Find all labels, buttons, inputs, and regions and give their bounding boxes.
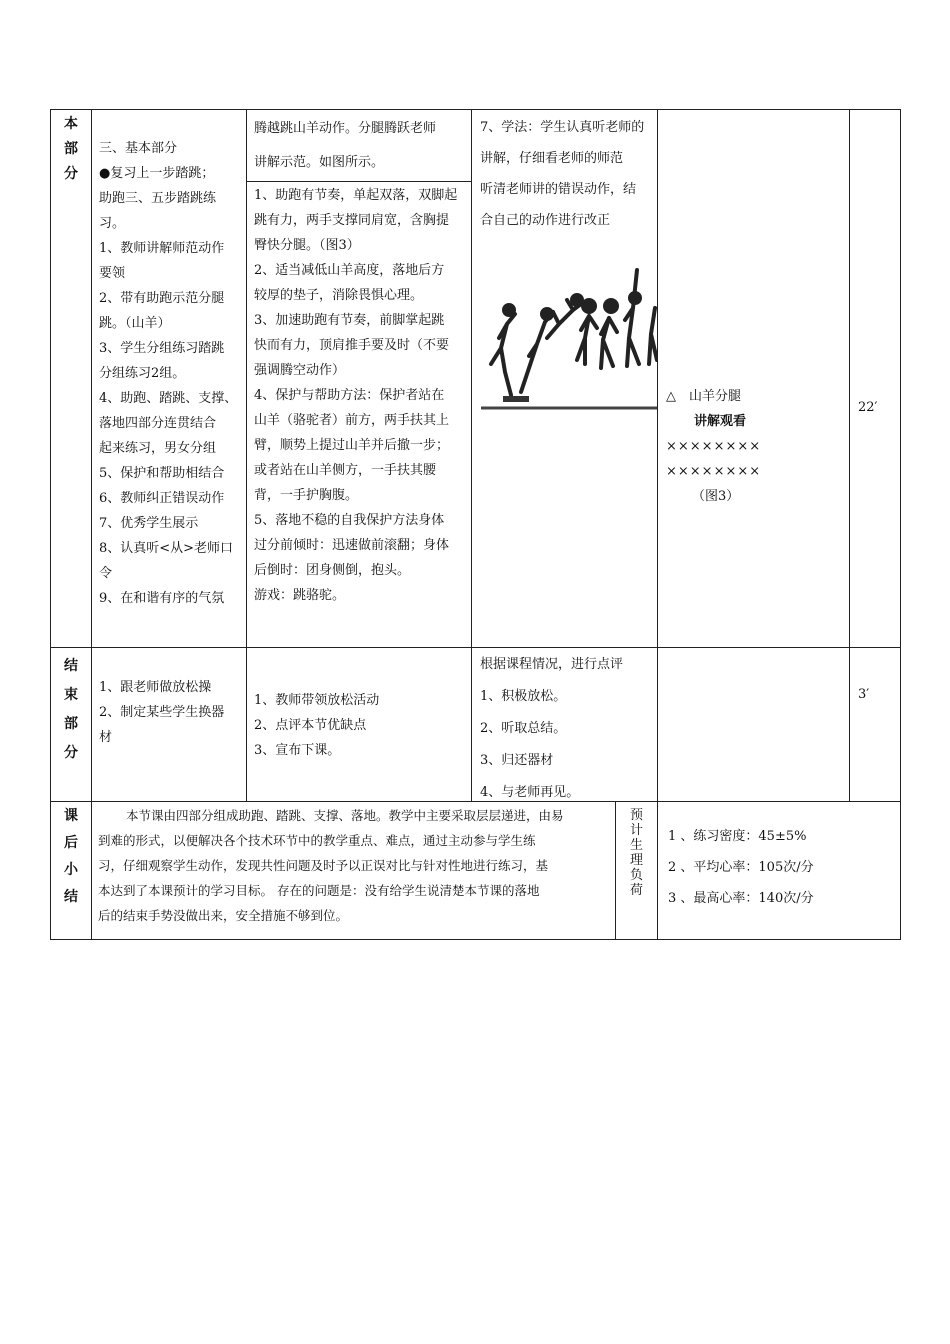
text-line: 本达到了本课预计的学习目标。 存在的问题是：没有给学生说清楚本节课的落地 [98, 883, 540, 898]
end-col2-content [254, 688, 469, 763]
col2-inner-divider [246, 181, 471, 182]
text-line: 强调腾空动作） [254, 363, 346, 378]
text-line: ●复习上一步踏跳； [99, 166, 215, 181]
avg-heart-rate: 2 、平均心率：105次/分 [668, 860, 814, 875]
label-char: 生 [629, 838, 643, 853]
text-line: 习。 [99, 216, 126, 231]
physio-load-values [668, 821, 898, 914]
text-line: 快而有力，顶肩推手要及时（不要 [254, 338, 450, 353]
text-line: 背，一手护胸腹。 [254, 488, 359, 503]
max-heart-rate: 3 、最高心率：140次/分 [668, 891, 814, 906]
label-char: 束 [64, 687, 78, 703]
text-line: 起来练习，男女分组 [99, 441, 217, 456]
text-line: 过分前倾时：迅速做前滚翻；身体 [254, 538, 450, 553]
label-char: 分 [64, 745, 78, 761]
label-char: 结 [64, 658, 78, 674]
text-line: 3、加速助跑有节奏，前脚掌起跳 [254, 313, 445, 328]
col-divider-2 [471, 109, 472, 802]
main-col2-content [254, 183, 469, 608]
text-line: 听清老师讲的错误动作，结 [480, 182, 637, 197]
text-line: 讲解，仔细看老师的师范 [480, 151, 624, 166]
summary-text [98, 803, 614, 928]
text-line: 游戏：跳骆驼。 [254, 588, 346, 603]
text-line: 3、学生分组练习踏跳 [99, 341, 225, 356]
main-time: 22′ [858, 400, 878, 415]
label-char: 荷 [629, 883, 643, 898]
text-line: 后倒时：团身侧倒，抱头。 [254, 563, 411, 578]
text-line: 习，仔细观察学生动作，发现共性问题及时予以正误对比与针对性地进行练习，基 [98, 858, 549, 873]
text-line: 7、学法：学生认真听老师的 [480, 120, 645, 135]
text-line: 2、适当减低山羊高度，落地后方 [254, 263, 445, 278]
text-line: 跳。（山羊） [99, 316, 171, 331]
label-char: 后 [64, 835, 78, 851]
text-line: 8、认真听<从>老师口 [99, 541, 234, 556]
text-line: 腾越跳山羊动作。分腿腾跃老师 [254, 121, 437, 136]
text-line: 2、制定某些学生换器 [99, 705, 225, 720]
formation-row: ×××××××× [666, 439, 762, 454]
text-line: 5、落地不稳的自我保护方法身体 [254, 513, 445, 528]
text-line: 令 [99, 566, 113, 581]
vault-sequence-figure [481, 260, 657, 416]
text-line: 或者站在山羊侧方，一手扶其腰 [254, 463, 437, 478]
end-time: 3′ [858, 687, 870, 702]
text-line: 跳有力，两手支撑同肩宽，含胸提 [254, 213, 450, 228]
main-col2-top [254, 112, 469, 180]
table-border-right [900, 109, 901, 940]
label-char: 负 [629, 868, 643, 883]
label-char: 理 [629, 853, 643, 868]
main-col1-content [99, 136, 245, 611]
label-char: 结 [64, 889, 78, 905]
row-divider-2 [50, 801, 901, 802]
label-char: 计 [629, 823, 643, 838]
text-line: 助跑三、五步踏跳练 [99, 191, 217, 206]
text-line: 要领 [99, 266, 126, 281]
text-line: 三、基本部分 [99, 141, 178, 156]
label-char: 小 [64, 862, 78, 878]
main-section-label [51, 112, 91, 187]
table-border-bottom [50, 939, 901, 940]
text-line: 1、助跑有节奏，单起双落，双脚起 [254, 188, 458, 203]
figure-ref: （图3） [692, 489, 740, 504]
exercise-density: 1 、练习密度：45±5% [668, 829, 807, 844]
row-divider-1 [50, 647, 901, 648]
formation-row: ×××××××× [666, 464, 762, 479]
text-line: 6、教师纠正错误动作 [99, 491, 225, 506]
label-char: 本 [64, 116, 78, 132]
label-char: 部 [64, 716, 78, 732]
label-char: 部 [64, 141, 78, 157]
text-line: 4、保护与帮助方法：保护者站在 [254, 388, 445, 403]
text-line: 1、教师带领放松活动 [254, 693, 380, 708]
end-col3-content [480, 649, 656, 809]
text-line: 4、助跑、踏跳、支撑、 [99, 391, 238, 406]
text-line: 分组练习2组。 [99, 366, 186, 381]
label-char: 课 [64, 808, 78, 824]
text-line: 到难的形式，以便解决各个技术环节中的教学重点、难点，通过主动参与学生练 [98, 833, 536, 848]
col-divider-label [91, 109, 92, 940]
text-line: 3、宣布下课。 [254, 743, 341, 758]
goat-straddle-caption: △ 山羊分腿 [666, 389, 741, 404]
text-line: 7、优秀学生展示 [99, 516, 199, 531]
text-line: 2、带有助跑示范分腿 [99, 291, 225, 306]
text-line: 1、教师讲解师范动作 [99, 241, 225, 256]
label-char: 预 [629, 808, 643, 823]
text-line: 4、与老师再见。 [480, 785, 580, 800]
label-char: 分 [64, 166, 78, 182]
text-line: 讲解示范。如图所示。 [254, 155, 385, 170]
text-line: 材 [99, 730, 113, 745]
text-line: 山羊（骆驼者）前方，两手扶其上 [254, 413, 450, 428]
text-line: 1、跟老师做放松操 [99, 680, 212, 695]
text-line: 后的结束手势没做出来，安全措施不够到位。 [98, 908, 349, 923]
col-divider-3 [657, 109, 658, 940]
text-line: 臀快分腿。（图3） [254, 238, 360, 253]
text-line: 2、听取总结。 [480, 721, 567, 736]
text-line: 落地四部分连贯结合 [99, 416, 217, 431]
text-line: 9、在和谐有序的气氛 [99, 591, 225, 606]
end-col1-content [99, 675, 245, 750]
explain-watch-label: 讲解观看 [694, 414, 747, 429]
main-col4-content [666, 384, 849, 509]
text-line: 臂，顺势上提过山羊并后撤一步； [254, 438, 450, 453]
table-border-top [50, 109, 901, 110]
text-line: 1、积极放松。 [480, 689, 567, 704]
end-section-label [51, 652, 91, 768]
col-divider-1 [246, 109, 247, 802]
text-line: 根据课程情况，进行点评 [480, 657, 624, 672]
main-col3-content [480, 112, 656, 236]
summary-section-label [51, 803, 91, 911]
text-line: 5、保护和帮助相结合 [99, 466, 225, 481]
physio-load-label [616, 808, 657, 898]
text-line: 合自己的动作进行改正 [480, 213, 611, 228]
col-divider-4 [849, 109, 850, 802]
text-line: 3、归还器材 [480, 753, 554, 768]
text-line: 2、点评本节优缺点 [254, 718, 367, 733]
text-line: 较厚的垫子，消除畏惧心理。 [254, 288, 424, 303]
text-line: 本节课由四部分组成助跑、踏跳、支撑、落地。教学中主要采取层层递进，由易 [126, 808, 564, 823]
